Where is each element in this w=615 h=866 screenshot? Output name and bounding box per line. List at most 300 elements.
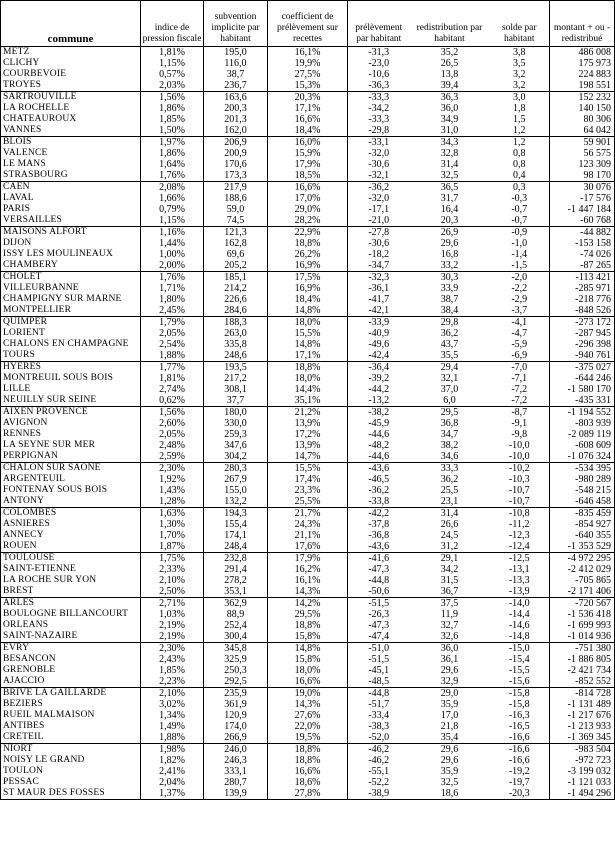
header-subvention-implicite: subvention implicite par habitant — [204, 1, 268, 47]
cell-coefficient-prelevement: 16,0% — [268, 137, 348, 149]
cell-subvention-implicite: 37,7 — [204, 395, 268, 407]
cell-coefficient-prelevement: 16,6% — [268, 676, 348, 688]
cell-prelevement: -44,2 — [368, 384, 390, 395]
cell-subvention-implicite: 193,5 — [204, 362, 268, 374]
cell-redistribution: 36,8 — [440, 418, 459, 429]
cell-indice-pression-fiscale: 2,19% — [141, 620, 204, 631]
cell-coefficient-prelevement: 17,1% — [268, 103, 348, 114]
cell-solde: -19,7 — [490, 777, 550, 788]
cell-prelevement: -55,1 — [368, 766, 390, 777]
cell-solde: 1,5 — [490, 114, 550, 125]
cell-indice-pression-fiscale: 1,85% — [141, 665, 204, 676]
cell-prelevement: -46,5 — [368, 474, 390, 485]
table-row — [1, 508, 615, 520]
cell-commune: LORIENT — [1, 328, 141, 339]
cell-coefficient-prelevement: 14,4% — [268, 384, 348, 395]
cell-subvention-implicite: 162,8 — [204, 238, 268, 249]
cell-subvention-implicite: 188,3 — [204, 317, 268, 329]
table-row — [1, 249, 615, 260]
header-row — [1, 1, 615, 47]
cell-commune: LA SEYNE SUR MER — [1, 440, 141, 451]
cell-commune: MONTREUIL SOUS BOIS — [1, 373, 141, 384]
cell-indice-pression-fiscale: 2,74% — [141, 384, 204, 395]
cell-prelevement: -23,0 — [368, 58, 390, 69]
cell-coefficient-prelevement: 16,2% — [268, 564, 348, 575]
cell-montant: -848 526 — [550, 305, 615, 317]
cell-coefficient-prelevement: 21,1% — [268, 530, 348, 541]
cell-prelevement: -42,1 — [348, 305, 410, 317]
cell-commune: ARGENTEUIL — [1, 474, 141, 485]
cell-commune: BESANCON — [1, 654, 141, 665]
cell-commune: SARTROUVILLE — [1, 92, 141, 104]
cell-subvention-implicite: 232,8 — [204, 553, 268, 565]
table-row — [1, 721, 615, 732]
cell-solde: -7,2 — [490, 395, 550, 407]
cell-redistribution: 38,7 — [440, 294, 459, 305]
cell-prelevement: -45,1 — [368, 665, 390, 676]
cell-commune: CLICHY — [1, 58, 141, 69]
cell-coefficient-prelevement: 18,8% — [268, 620, 348, 631]
cell-commune: DIJON — [1, 238, 141, 249]
cell-indice-pression-fiscale: 1,56% — [141, 92, 204, 104]
cell-redistribution: 34,2 — [440, 564, 459, 575]
cell-redistribution: 33,3 — [410, 463, 490, 475]
cell-montant: 152 232 — [550, 92, 615, 104]
cell-coefficient-prelevement: 18,8% — [268, 744, 348, 756]
cell-coefficient-prelevement: 18,4% — [268, 125, 348, 137]
cell-solde: -0,7 — [490, 204, 550, 215]
cell-montant: -1 217 676 — [567, 710, 611, 721]
cell-indice-pression-fiscale: 1,88% — [141, 732, 204, 744]
cell-subvention-implicite: 194,3 — [204, 508, 268, 520]
table-row — [1, 159, 615, 170]
cell-solde: -16,6 — [490, 744, 550, 756]
cell-solde: -9,8 — [490, 429, 550, 440]
cell-redistribution: 32,9 — [410, 676, 490, 688]
table-row — [1, 710, 615, 721]
cell-coefficient-prelevement: 16,6% — [268, 114, 348, 125]
table-row — [1, 732, 615, 744]
cell-montant: -983 504 — [550, 744, 615, 756]
header-commune: commune — [1, 1, 141, 47]
cell-montant: -1 194 552 — [550, 407, 615, 419]
cell-prelevement: -44,8 — [368, 575, 390, 586]
cell-solde: -14,8 — [490, 631, 550, 643]
cell-redistribution: 37,0 — [440, 384, 459, 395]
cell-montant: -854 927 — [575, 519, 611, 530]
table-row — [1, 103, 615, 114]
table-row — [1, 170, 615, 182]
cell-montant: -751 380 — [550, 643, 615, 655]
cell-prelevement: -33,8 — [348, 496, 410, 508]
cell-subvention-implicite: 308,1 — [204, 384, 268, 395]
cell-prelevement: -39,2 — [368, 373, 390, 384]
cell-montant: -852 552 — [550, 676, 615, 688]
cell-solde: -4,1 — [490, 317, 550, 329]
cell-solde: -6,9 — [490, 350, 550, 362]
cell-coefficient-prelevement: 13,9% — [268, 418, 348, 429]
cell-subvention-implicite: 180,0 — [204, 407, 268, 419]
cell-prelevement: -43,6 — [348, 541, 410, 553]
cell-subvention-implicite: 74,5 — [204, 215, 268, 227]
cell-indice-pression-fiscale: 2,43% — [141, 654, 204, 665]
cell-coefficient-prelevement: 21,7% — [268, 508, 348, 520]
cell-subvention-implicite: 116,0 — [204, 58, 268, 69]
cell-prelevement: -42,4 — [348, 350, 410, 362]
cell-subvention-implicite: 280,7 — [204, 777, 268, 788]
cell-montant: -1 886 805 — [567, 654, 611, 665]
cell-redistribution: 21,8 — [440, 721, 459, 732]
cell-subvention-implicite: 200,3 — [204, 103, 268, 114]
cell-montant: -2 171 406 — [550, 586, 615, 598]
cell-coefficient-prelevement: 21,2% — [268, 407, 348, 419]
cell-montant: 98 170 — [550, 170, 615, 182]
table-row — [1, 92, 615, 104]
cell-indice-pression-fiscale: 2,04% — [141, 777, 204, 788]
cell-indice-pression-fiscale: 1,80% — [141, 294, 204, 305]
cell-subvention-implicite: 278,2 — [204, 575, 268, 586]
cell-indice-pression-fiscale: 2,45% — [141, 305, 204, 317]
cell-indice-pression-fiscale: 2,05% — [141, 328, 204, 339]
cell-subvention-implicite: 162,0 — [204, 125, 268, 137]
cell-redistribution: 36,0 — [410, 643, 490, 655]
cell-solde: -0,3 — [490, 193, 550, 204]
cell-redistribution: 26,9 — [410, 227, 490, 239]
cell-coefficient-prelevement: 23,3% — [268, 485, 348, 496]
cell-coefficient-prelevement: 16,9% — [268, 260, 348, 272]
cell-solde: -10,7 — [490, 485, 550, 496]
cell-subvention-implicite: 163,6 — [204, 92, 268, 104]
cell-commune: BOULOGNE BILLANCOURT — [1, 609, 141, 620]
cell-prelevement: -48,2 — [368, 440, 390, 451]
cell-coefficient-prelevement: 17,9% — [268, 159, 348, 170]
cell-redistribution: 11,9 — [440, 609, 459, 620]
cell-montant: -534 395 — [550, 463, 615, 475]
cell-coefficient-prelevement: 19,5% — [268, 732, 348, 744]
cell-solde: 1,8 — [490, 103, 550, 114]
cell-indice-pression-fiscale: 1,49% — [141, 721, 204, 732]
cell-indice-pression-fiscale: 2,41% — [141, 766, 204, 777]
cell-montant: -646 458 — [550, 496, 615, 508]
cell-prelevement: -33,9 — [348, 317, 410, 329]
cell-montant: -1 580 170 — [567, 384, 611, 395]
cell-commune: CHALONS EN CHAMPAGNE — [1, 339, 141, 350]
cell-indice-pression-fiscale: 1,64% — [141, 159, 204, 170]
cell-commune: SAINT-NAZAIRE — [1, 631, 141, 643]
cell-indice-pression-fiscale: 0,79% — [141, 204, 204, 215]
cell-redistribution: 33,9 — [440, 283, 459, 294]
cell-redistribution: 36,3 — [410, 92, 490, 104]
cell-prelevement: -26,3 — [368, 609, 390, 620]
cell-redistribution: 39,4 — [410, 80, 490, 92]
cell-solde: -10,8 — [490, 508, 550, 520]
cell-prelevement: -32,3 — [348, 272, 410, 284]
cell-indice-pression-fiscale: 2,19% — [141, 631, 204, 643]
cell-subvention-implicite: 217,9 — [204, 182, 268, 194]
cell-coefficient-prelevement: 18,0% — [268, 373, 348, 384]
cell-commune: SAINT-ETIENNE — [1, 564, 141, 575]
cell-solde: -14,4 — [490, 609, 550, 620]
cell-commune: NIORT — [1, 744, 141, 756]
cell-subvention-implicite: 361,9 — [204, 699, 268, 710]
cell-montant: -1 494 296 — [550, 788, 615, 800]
cell-montant: -980 289 — [575, 474, 611, 485]
cell-coefficient-prelevement: 15,3% — [268, 80, 348, 92]
cell-commune: COURBEVOIE — [1, 69, 141, 80]
cell-prelevement: -36,2 — [368, 485, 390, 496]
cell-redistribution: 31,5 — [440, 575, 459, 586]
cell-montant: 59 901 — [550, 137, 615, 149]
cell-montant: -2 412 029 — [567, 564, 611, 575]
cell-prelevement: -47,3 — [368, 620, 390, 631]
cell-indice-pression-fiscale: 1,28% — [141, 496, 204, 508]
table-row — [1, 148, 615, 159]
cell-redistribution: 36,7 — [410, 586, 490, 598]
cell-commune: ROUEN — [1, 541, 141, 553]
cell-indice-pression-fiscale: 1,15% — [141, 58, 204, 69]
cell-solde: 3,2 — [490, 80, 550, 92]
cell-montant: -1 353 529 — [550, 541, 615, 553]
cell-prelevement: -42,2 — [348, 508, 410, 520]
cell-solde: -9,1 — [490, 418, 550, 429]
cell-montant: -2 089 119 — [568, 429, 611, 440]
cell-subvention-implicite: 155,4 — [204, 519, 268, 530]
cell-indice-pression-fiscale: 2,00% — [141, 260, 204, 272]
cell-indice-pression-fiscale: 1,85% — [141, 114, 204, 125]
cell-coefficient-prelevement: 15,9% — [268, 148, 348, 159]
cell-montant: -972 723 — [575, 755, 611, 766]
table-row — [1, 283, 615, 294]
cell-subvention-implicite: 362,9 — [204, 598, 268, 610]
cell-redistribution: 35,9 — [440, 766, 459, 777]
cell-montant: -218 776 — [575, 294, 611, 305]
cell-montant: 486 008 — [578, 47, 611, 58]
cell-indice-pression-fiscale: 1,98% — [141, 744, 204, 756]
table-row — [1, 418, 615, 429]
cell-prelevement: -52,2 — [368, 777, 390, 788]
cell-solde: 3,2 — [490, 69, 550, 80]
cell-indice-pression-fiscale: 2,33% — [141, 564, 204, 575]
cell-solde: -10,0 — [490, 451, 550, 463]
cell-solde: -10,3 — [490, 474, 550, 485]
cell-prelevement: -33,3 — [348, 92, 410, 104]
cell-montant: -940 761 — [550, 350, 615, 362]
cell-montant: -285 971 — [575, 283, 611, 294]
header-coefficient-prelevement: coefficient de prélèvement sur recettes — [268, 1, 348, 47]
cell-commune: STRASBOURG — [1, 170, 141, 182]
cell-redistribution: 34,7 — [440, 429, 459, 440]
cell-indice-pression-fiscale: 1,71% — [141, 283, 204, 294]
cell-solde: 1,2 — [490, 125, 550, 137]
cell-solde: -16,3 — [490, 710, 550, 721]
cell-coefficient-prelevement: 14,8% — [268, 339, 348, 350]
cell-indice-pression-fiscale: 2,59% — [141, 451, 204, 463]
table-row — [1, 114, 615, 125]
cell-montant: -1 699 993 — [567, 620, 611, 631]
cell-montant: -375 027 — [550, 362, 615, 374]
cell-montant: 140 150 — [578, 103, 611, 114]
cell-coefficient-prelevement: 16,1% — [268, 47, 348, 59]
table-row — [1, 777, 615, 788]
cell-solde: -2,2 — [490, 283, 550, 294]
table-row — [1, 238, 615, 249]
cell-redistribution: 29,6 — [440, 755, 459, 766]
cell-subvention-implicite: 292,5 — [204, 676, 268, 688]
cell-redistribution: 29,4 — [410, 362, 490, 374]
cell-redistribution: 38,2 — [440, 440, 459, 451]
cell-coefficient-prelevement: 18,8% — [268, 362, 348, 374]
cell-redistribution: 23,1 — [410, 496, 490, 508]
cell-prelevement: -44,6 — [348, 451, 410, 463]
table-row — [1, 260, 615, 272]
cell-solde: -1,0 — [490, 238, 550, 249]
cell-prelevement: -33,4 — [368, 710, 390, 721]
cell-commune: AVIGNON — [1, 418, 141, 429]
cell-coefficient-prelevement: 15,8% — [268, 654, 348, 665]
cell-commune: ST MAUR DES FOSSES — [1, 788, 141, 800]
cell-subvention-implicite: 200,9 — [204, 148, 268, 159]
cell-prelevement: -37,8 — [368, 519, 390, 530]
cell-montant: -1 369 345 — [550, 732, 615, 744]
cell-solde: 3,5 — [490, 58, 550, 69]
cell-coefficient-prelevement: 18,0% — [268, 317, 348, 329]
cell-subvention-implicite: 266,9 — [204, 732, 268, 744]
cell-subvention-implicite: 335,8 — [204, 339, 268, 350]
cell-subvention-implicite: 267,9 — [204, 474, 268, 485]
cell-prelevement: -47,3 — [368, 564, 390, 575]
cell-montant: 64 042 — [550, 125, 615, 137]
cell-prelevement: -47,4 — [348, 631, 410, 643]
cell-redistribution: 26,6 — [440, 519, 459, 530]
cell-solde: 3,0 — [490, 92, 550, 104]
cell-prelevement: -51,5 — [348, 598, 410, 610]
table-row — [1, 463, 615, 475]
header-solde: solde par habitant — [490, 1, 550, 47]
cell-commune: CHAMPIGNY SUR MARNE — [1, 294, 141, 305]
cell-subvention-implicite: 325,9 — [204, 654, 268, 665]
cell-montant: -1 536 418 — [567, 609, 611, 620]
cell-coefficient-prelevement: 18,8% — [268, 755, 348, 766]
cell-commune: NEUILLY SUR SEINE — [1, 395, 141, 407]
cell-coefficient-prelevement: 14,3% — [268, 699, 348, 710]
cell-commune: CHAMBERY — [1, 260, 141, 272]
table-row — [1, 766, 615, 777]
cell-redistribution: 16,8 — [440, 249, 459, 260]
cell-indice-pression-fiscale: 2,48% — [141, 440, 204, 451]
cell-solde: -16,6 — [490, 755, 550, 766]
cell-redistribution: 32,8 — [440, 148, 459, 159]
cell-redistribution: 32,7 — [440, 620, 459, 631]
cell-indice-pression-fiscale: 2,54% — [141, 339, 204, 350]
cell-commune: PESSAC — [1, 777, 141, 788]
table-row — [1, 58, 615, 69]
cell-redistribution: 29,0 — [410, 688, 490, 700]
cell-redistribution: 33,2 — [410, 260, 490, 272]
cell-commune: MONTPELLIER — [1, 305, 141, 317]
cell-commune: TOULOUSE — [1, 553, 141, 565]
cell-coefficient-prelevement: 16,6% — [268, 766, 348, 777]
cell-montant: 224 883 — [578, 69, 611, 80]
cell-coefficient-prelevement: 35,1% — [268, 395, 348, 407]
table-row — [1, 609, 615, 620]
cell-indice-pression-fiscale: 1,50% — [141, 125, 204, 137]
cell-indice-pression-fiscale: 2,23% — [141, 676, 204, 688]
cell-prelevement: -52,0 — [348, 732, 410, 744]
cell-redistribution: 32,5 — [440, 777, 459, 788]
cell-solde: -15,8 — [490, 699, 550, 710]
cell-coefficient-prelevement: 16,1% — [268, 575, 348, 586]
cell-solde: -13,3 — [490, 575, 550, 586]
cell-indice-pression-fiscale: 2,71% — [141, 598, 204, 610]
table-row — [1, 586, 615, 598]
cell-montant: -835 459 — [550, 508, 615, 520]
cell-solde: -0,9 — [490, 227, 550, 239]
cell-coefficient-prelevement: 17,4% — [268, 474, 348, 485]
cell-coefficient-prelevement: 14,7% — [268, 451, 348, 463]
cell-redistribution: 32,1 — [440, 373, 459, 384]
cell-coefficient-prelevement: 20,3% — [268, 92, 348, 104]
cell-prelevement: -18,2 — [368, 249, 390, 260]
cell-solde: -11,2 — [490, 519, 550, 530]
cell-indice-pression-fiscale: 1,16% — [141, 227, 204, 239]
cell-montant: -2 421 734 — [567, 665, 611, 676]
table-row — [1, 451, 615, 463]
cell-montant: -1 121 033 — [567, 777, 611, 788]
cell-redistribution: 29,5 — [410, 407, 490, 419]
cell-commune: TOULON — [1, 766, 141, 777]
cell-montant: -720 567 — [550, 598, 615, 610]
cell-solde: 1,2 — [490, 137, 550, 149]
cell-subvention-implicite: 250,3 — [204, 665, 268, 676]
cell-subvention-implicite: 205,2 — [204, 260, 268, 272]
cell-commune: BREST — [1, 586, 141, 598]
cell-prelevement: -36,8 — [368, 530, 390, 541]
cell-prelevement: -38,3 — [368, 721, 390, 732]
cell-indice-pression-fiscale: 1,66% — [141, 193, 204, 204]
cell-prelevement: -21,0 — [348, 215, 410, 227]
table-row — [1, 485, 615, 496]
table-row — [1, 193, 615, 204]
cell-subvention-implicite: 259,3 — [204, 429, 268, 440]
cell-redistribution: 37,5 — [410, 598, 490, 610]
cell-prelevement: -32,0 — [368, 148, 390, 159]
cell-prelevement: -13,2 — [348, 395, 410, 407]
cell-prelevement: -30,6 — [368, 159, 390, 170]
table-row — [1, 204, 615, 215]
cell-indice-pression-fiscale: 1,82% — [141, 755, 204, 766]
table-row — [1, 227, 615, 239]
cell-redistribution: 29,6 — [440, 665, 459, 676]
cell-commune: ASNIERES — [1, 519, 141, 530]
cell-solde: -15,4 — [490, 654, 550, 665]
cell-prelevement: -34,7 — [348, 260, 410, 272]
table-row — [1, 541, 615, 553]
table-row — [1, 575, 615, 586]
cell-commune: GRENOBLE — [1, 665, 141, 676]
cell-commune: BEZIERS — [1, 699, 141, 710]
cell-montant: -1 447 184 — [567, 204, 611, 215]
cell-montant: 56 575 — [583, 148, 611, 159]
cell-commune: LA ROCHELLE — [1, 103, 141, 114]
cell-montant: -803 939 — [575, 418, 611, 429]
table-row — [1, 676, 615, 688]
cell-redistribution: 20,3 — [410, 215, 490, 227]
cell-redistribution: 25,5 — [440, 485, 459, 496]
cell-commune: LILLE — [1, 384, 141, 395]
header-redistribution: redistribution par habitant — [410, 1, 490, 47]
cell-prelevement: -33,1 — [348, 137, 410, 149]
cell-prelevement: -51,7 — [368, 699, 390, 710]
